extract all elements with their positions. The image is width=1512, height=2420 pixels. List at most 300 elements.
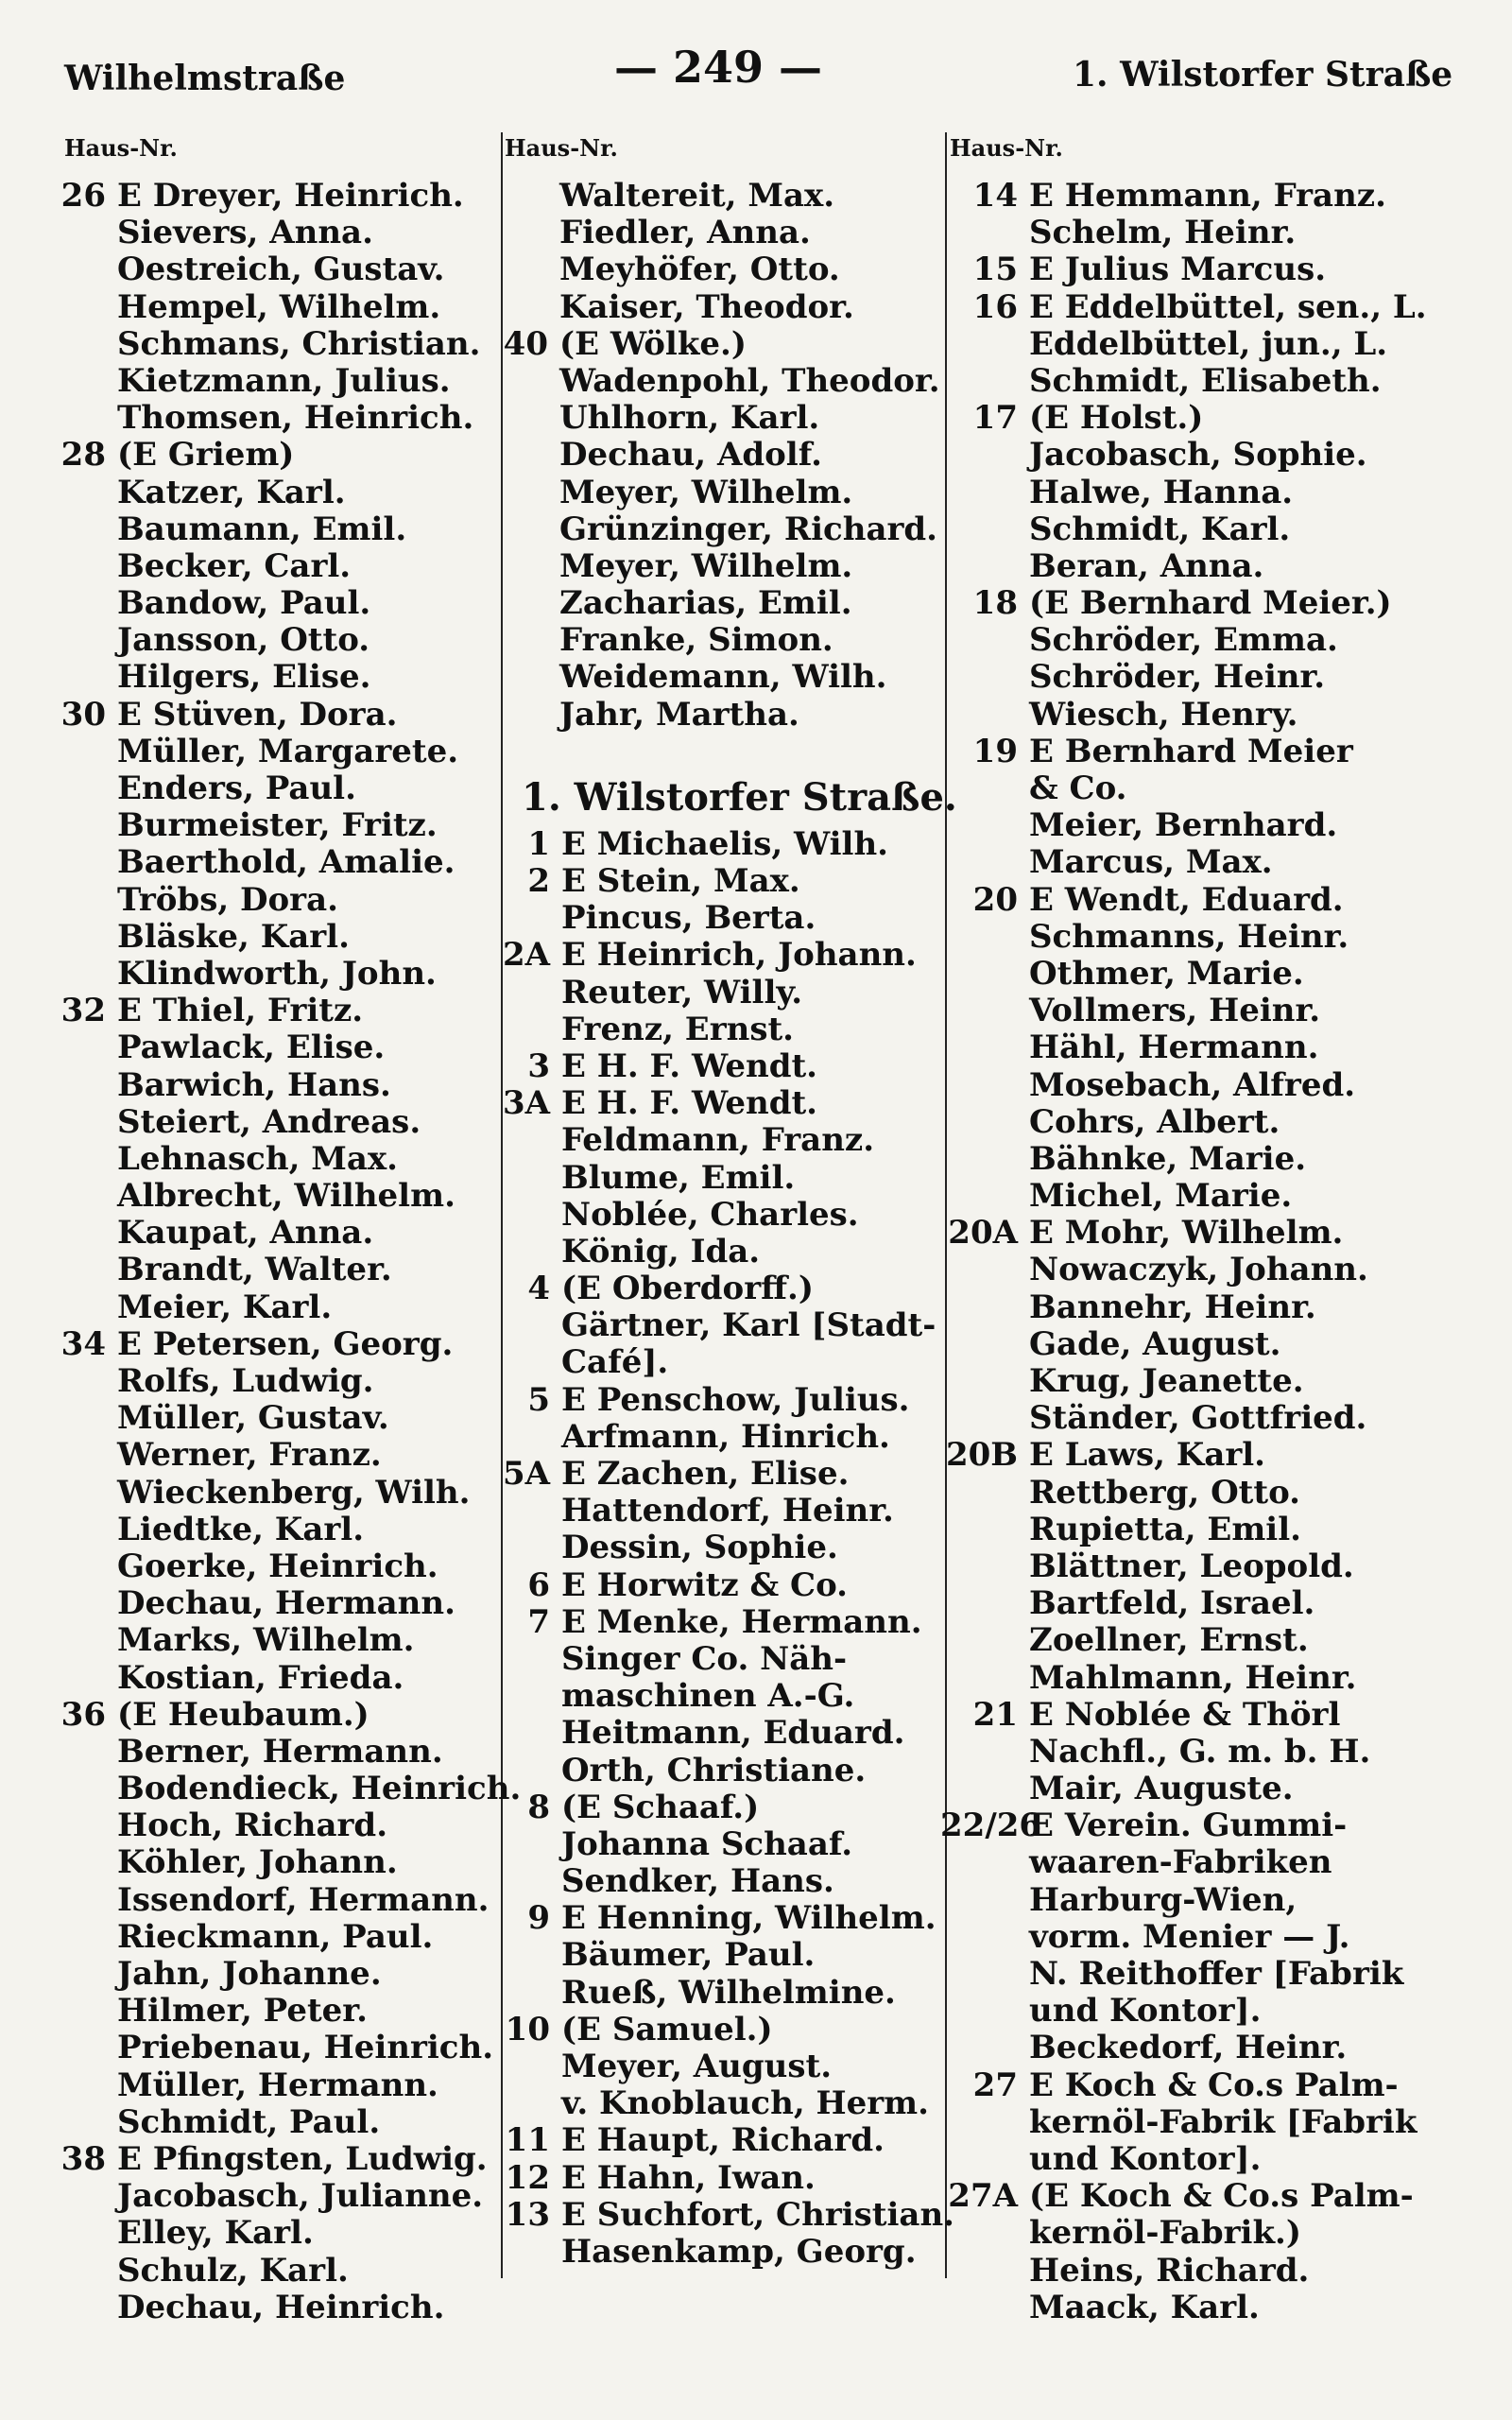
- house-number: 15: [972, 251, 1018, 289]
- entry-text: E Heinrich, Johann.: [561, 936, 917, 975]
- entry-text: Orth, Christiane.: [561, 1751, 867, 1789]
- entry-text: E Bernhard Meier: [1029, 732, 1353, 770]
- entry-text: und Kontor].: [1029, 2139, 1262, 2178]
- directory-entry: [491, 363, 940, 400]
- entry-text: E Stein, Max.: [561, 862, 800, 900]
- house-number: 10: [505, 2010, 550, 2048]
- directory-entry: [940, 2104, 1507, 2141]
- entry-text: Katzer, Karl.: [117, 473, 346, 511]
- entry-text: Bläske, Karl.: [117, 917, 350, 956]
- entry-text: E Julius Marcus.: [1029, 251, 1327, 289]
- directory-entry: [940, 1437, 1507, 1474]
- directory-entry: [940, 1252, 1507, 1288]
- directory-entry: [940, 400, 1507, 437]
- entry-text: Hasenkamp, Georg.: [561, 2232, 917, 2271]
- house-number: 12: [505, 2158, 550, 2197]
- directory-entry: [47, 585, 491, 622]
- directory-entry: [940, 511, 1507, 548]
- directory-entry: [47, 1289, 491, 1326]
- entry-text: Schulz, Karl.: [117, 2251, 349, 2290]
- entry-text: Dechau, Adolf.: [559, 436, 822, 475]
- directory-entry: [47, 1585, 491, 1622]
- directory-entry: [491, 1493, 940, 1530]
- entry-text: Schelm, Heinr.: [1029, 214, 1297, 252]
- house-number: 38: [60, 2139, 106, 2178]
- directory-entry: [940, 2290, 1507, 2326]
- entry-text: Feldmann, Franz.: [561, 1121, 875, 1160]
- entry-text: Albrecht, Wilhelm.: [117, 1177, 455, 1216]
- entry-text: Heitmann, Eduard.: [561, 1714, 905, 1753]
- house-number: 7: [527, 1602, 550, 1641]
- house-number: 32: [60, 992, 106, 1030]
- entry-text: Marks, Wilhelm.: [117, 1621, 415, 1660]
- directory-entry: [491, 900, 940, 937]
- directory-entry: [47, 1956, 491, 1993]
- house-number: 27: [972, 2066, 1018, 2104]
- entry-text: Hähl, Hermann.: [1029, 1028, 1319, 1067]
- entry-text: Kaupat, Anna.: [117, 1214, 374, 1253]
- house-number: 34: [60, 1324, 106, 1363]
- entry-text: Brandt, Walter.: [117, 1251, 392, 1289]
- directory-entry: [47, 993, 491, 1029]
- house-number: 20B: [945, 1436, 1018, 1475]
- entry-text: E Koch & Co.s Palm-: [1029, 2066, 1399, 2104]
- entry-text: Mosebach, Alfred.: [1029, 1065, 1356, 1104]
- entry-text: Hilgers, Elise.: [117, 658, 371, 697]
- directory-entry: [47, 1993, 491, 2030]
- directory-entry: [491, 178, 940, 215]
- house-number: 2: [527, 862, 550, 900]
- directory-entry: [940, 2215, 1507, 2252]
- directory-entry: [47, 1326, 491, 1363]
- entry-text: Heins, Richard.: [1029, 2251, 1310, 2290]
- directory-entry: [47, 2141, 491, 2178]
- entry-text: Halwe, Hanna.: [1029, 473, 1294, 511]
- directory-entry: [940, 1956, 1507, 1993]
- entry-text: Grünzinger, Richard.: [559, 510, 937, 548]
- entry-text: Becker, Carl.: [117, 546, 352, 585]
- column-label-2: Haus-Nr.: [505, 134, 618, 162]
- directory-entry: [47, 2178, 491, 2215]
- directory-entry: [491, 1863, 940, 1900]
- directory-entry: [491, 826, 940, 863]
- directory-entry: [47, 2215, 491, 2252]
- directory-entry: [491, 1789, 940, 1826]
- entry-text: Cohrs, Albert.: [1029, 1102, 1280, 1141]
- entry-text: Johanna Schaaf.: [561, 1824, 853, 1863]
- directory-entry: [47, 1919, 491, 1956]
- entry-text: Schmidt, Karl.: [1029, 510, 1291, 548]
- directory-entry: [940, 2178, 1507, 2215]
- entry-text: Beran, Anna.: [1029, 546, 1264, 585]
- house-number: 20A: [948, 1214, 1018, 1253]
- directory-entry: [940, 770, 1507, 807]
- directory-entry: [940, 993, 1507, 1029]
- house-number: 14: [972, 177, 1018, 215]
- entry-text: Reuter, Willy.: [561, 973, 803, 1011]
- directory-entry: [940, 1844, 1507, 1881]
- entry-text: Bandow, Paul.: [117, 584, 371, 623]
- entry-text: Enders, Paul.: [117, 769, 356, 807]
- house-number: 4: [527, 1270, 550, 1308]
- entry-text: (E Holst.): [1029, 399, 1204, 438]
- entry-text: Vollmers, Heinr.: [1029, 992, 1321, 1030]
- directory-entry: [491, 2234, 940, 2271]
- directory-entry: [491, 511, 940, 548]
- directory-entry: [491, 1937, 940, 1974]
- house-number: 6: [527, 1565, 550, 1604]
- entry-text: (E Griem): [117, 436, 295, 475]
- house-number: 27A: [948, 2177, 1018, 2216]
- house-number: 18: [972, 584, 1018, 623]
- entry-text: maschinen A.-G.: [561, 1677, 855, 1716]
- directory-entry: [940, 1548, 1507, 1585]
- directory-entry: [47, 1252, 491, 1288]
- directory-entry: [491, 697, 940, 734]
- directory-entry: [47, 622, 491, 659]
- directory-entry: [940, 363, 1507, 400]
- entry-text: (E Bernhard Meier.): [1029, 584, 1392, 623]
- directory-entry: [47, 548, 491, 585]
- entry-text: Café].: [561, 1343, 669, 1382]
- entry-text: Zacharias, Emil.: [559, 584, 852, 623]
- directory-entry: [491, 475, 940, 511]
- entry-text: Issendorf, Hermann.: [117, 1880, 490, 1919]
- directory-entry: [47, 1882, 491, 1919]
- entry-text: (E Wölke.): [559, 324, 747, 363]
- entry-text: Köhler, Johann.: [117, 1843, 398, 1882]
- column-1: [47, 177, 522, 2326]
- house-number: 26: [60, 177, 106, 215]
- directory-entry: [491, 1456, 940, 1493]
- entry-text: E Dreyer, Heinrich.: [117, 177, 464, 215]
- house-number: 3: [527, 1046, 550, 1085]
- directory-entry: [491, 1567, 940, 1604]
- directory-entry: [491, 1975, 940, 2012]
- directory-entry: [47, 437, 491, 474]
- directory-entry: [47, 2104, 491, 2141]
- entry-text: Goerke, Heinrich.: [117, 1547, 438, 1585]
- directory-entry: [47, 363, 491, 400]
- entry-text: Müller, Hermann.: [117, 2066, 438, 2104]
- directory-entry: [491, 2012, 940, 2048]
- directory-entry: [491, 1604, 940, 1641]
- entry-text: Frenz, Ernst.: [561, 1010, 795, 1048]
- entry-text: Othmer, Marie.: [1029, 954, 1304, 993]
- directory-entry: [940, 1029, 1507, 1066]
- house-number: 30: [60, 695, 106, 734]
- entry-text: N. Reithoffer [Fabrik: [1029, 1955, 1404, 1993]
- directory-entry: [47, 919, 491, 956]
- directory-entry: [47, 289, 491, 326]
- entry-text: Rueß, Wilhelmine.: [561, 1973, 896, 2012]
- directory-entry: [47, 1844, 491, 1881]
- entry-text: Müller, Gustav.: [117, 1399, 389, 1438]
- directory-entry: [47, 734, 491, 770]
- directory-entry: [491, 1344, 940, 1381]
- entry-text: Kaiser, Theodor.: [559, 287, 854, 326]
- entry-text: E Menke, Hermann.: [561, 1602, 922, 1641]
- entry-text: Meier, Karl.: [117, 1288, 333, 1326]
- directory-entry: [491, 548, 940, 585]
- directory-entry: [47, 1807, 491, 1844]
- directory-entry: [940, 1512, 1507, 1548]
- entry-text: Mahlmann, Heinr.: [1029, 1658, 1357, 1697]
- entry-text: und Kontor].: [1029, 1992, 1262, 2031]
- house-number: 13: [505, 2195, 550, 2234]
- entry-text: Wadenpohl, Theodor.: [559, 361, 940, 400]
- entry-text: Kietzmann, Julius.: [117, 361, 451, 400]
- entry-text: Priebenau, Heinrich.: [117, 2029, 494, 2067]
- directory-entry: [491, 585, 940, 622]
- directory-entry: [491, 1011, 940, 1048]
- entry-text: Müller, Margarete.: [117, 732, 459, 770]
- directory-entry: [491, 1085, 940, 1122]
- entry-text: E Horwitz & Co.: [561, 1565, 849, 1604]
- directory-entry: [940, 2067, 1507, 2104]
- entry-text: Jahr, Martha.: [559, 695, 799, 734]
- entry-text: Arfmann, Hinrich.: [561, 1417, 890, 1456]
- directory-entry: [940, 882, 1507, 919]
- entry-text: Blume, Emil.: [561, 1158, 796, 1197]
- entry-text: Jacobasch, Sophie.: [1029, 436, 1367, 475]
- directory-entry: [491, 1530, 940, 1566]
- entry-text: Michel, Marie.: [1029, 1177, 1293, 1216]
- directory-entry: [491, 1419, 940, 1456]
- house-number: 40: [503, 324, 548, 363]
- house-number: 36: [60, 1695, 106, 1734]
- entry-text: Bannehr, Heinr.: [1029, 1288, 1316, 1326]
- directory-entry: [47, 1029, 491, 1066]
- directory-entry: [491, 975, 940, 1011]
- directory-entry: [491, 400, 940, 437]
- directory-entry: [47, 1104, 491, 1141]
- directory-entry: [47, 697, 491, 734]
- directory-entry: [491, 1753, 940, 1789]
- house-number: 22/26: [940, 1806, 1042, 1845]
- directory-entry: [47, 956, 491, 993]
- directory-entry: [491, 1715, 940, 1752]
- entry-text: Bartfeld, Israel.: [1029, 1584, 1315, 1623]
- column-3: [940, 178, 1507, 2326]
- entry-text: E Hahn, Iwan.: [561, 2158, 816, 2197]
- directory-entry: [491, 1678, 940, 1715]
- directory-entry: [491, 2160, 940, 2197]
- directory-entry: [940, 251, 1507, 288]
- entry-text: Meier, Bernhard.: [1029, 806, 1338, 845]
- directory-entry: [940, 289, 1507, 326]
- directory-entry: [47, 511, 491, 548]
- house-number: 5: [527, 1380, 550, 1419]
- entry-text: Waltereit, Max.: [559, 177, 835, 215]
- directory-entry: [940, 2253, 1507, 2290]
- directory-entry: [47, 326, 491, 363]
- directory-entry: [47, 2253, 491, 2290]
- entry-text: E Laws, Karl.: [1029, 1436, 1266, 1475]
- directory-entry: [47, 1660, 491, 1697]
- directory-entry: [491, 326, 940, 363]
- directory-entry: [940, 659, 1507, 696]
- directory-entry: [940, 1807, 1507, 1844]
- directory-entry: [47, 1512, 491, 1548]
- entry-text: Hoch, Richard.: [117, 1806, 388, 1845]
- entry-text: Schmidt, Paul.: [117, 2102, 381, 2141]
- house-number: 21: [972, 1695, 1018, 1734]
- entry-text: E Eddelbüttel, sen., L.: [1029, 287, 1427, 326]
- house-number: 17: [972, 399, 1018, 438]
- directory-entry: [940, 1660, 1507, 1697]
- entry-text: Elley, Karl.: [117, 2214, 314, 2253]
- directory-entry: [491, 937, 940, 974]
- directory-entry: [47, 251, 491, 288]
- entry-text: Hattendorf, Heinr.: [561, 1492, 894, 1530]
- entry-text: Burmeister, Fritz.: [117, 806, 438, 845]
- entry-text: E H. F. Wendt.: [561, 1084, 818, 1123]
- directory-entry: [940, 1475, 1507, 1512]
- entry-text: waaren-Fabriken: [1029, 1843, 1332, 1882]
- entry-text: Schmanns, Heinr.: [1029, 917, 1349, 956]
- entry-text: Liedtke, Karl.: [117, 1510, 365, 1548]
- directory-entry: [940, 1697, 1507, 1734]
- entry-text: Dessin, Sophie.: [561, 1529, 838, 1567]
- directory-entry: [940, 697, 1507, 734]
- directory-entry: [47, 659, 491, 696]
- entry-text: Uhlhorn, Karl.: [559, 399, 820, 438]
- directory-entry: [940, 1141, 1507, 1178]
- entry-text: E Stüven, Dora.: [117, 695, 398, 734]
- entry-text: Baerthold, Amalie.: [117, 843, 455, 882]
- page-number: — 249 —: [614, 42, 823, 93]
- directory-entry: [47, 1363, 491, 1400]
- directory-entry: [491, 289, 940, 326]
- directory-entry: [940, 1215, 1507, 1252]
- directory-entry: [940, 2030, 1507, 2066]
- entry-text: Harburg-Wien,: [1029, 1880, 1297, 1919]
- entry-text: Schröder, Heinr.: [1029, 658, 1326, 697]
- directory-entry: [491, 2195, 955, 2234]
- entry-text: kernöl-Fabrik.): [1029, 2214, 1301, 2253]
- directory-entry: [491, 1307, 940, 1344]
- directory-entry: [940, 919, 1507, 956]
- directory-entry: [47, 1215, 491, 1252]
- directory-entry: [47, 2067, 491, 2104]
- entry-text: Eddelbüttel, jun., L.: [1029, 324, 1388, 363]
- entry-text: Thomsen, Heinrich.: [117, 399, 474, 438]
- directory-entry: [491, 1048, 940, 1085]
- house-number: 28: [60, 436, 106, 475]
- directory-entry: [491, 1122, 940, 1159]
- entry-text: König, Ida.: [561, 1232, 761, 1270]
- entry-text: Mair, Auguste.: [1029, 1770, 1294, 1808]
- entry-text: Klindworth, John.: [117, 954, 437, 993]
- directory-entry: [940, 1622, 1507, 1659]
- entry-text: Bäumer, Paul.: [561, 1936, 816, 1975]
- directory-entry: [491, 1270, 940, 1307]
- entry-text: E Hemmann, Franz.: [1029, 177, 1386, 215]
- directory-entry: [47, 770, 491, 807]
- directory-entry: [47, 1141, 491, 1178]
- directory-entry: [47, 844, 491, 881]
- directory-entry: [47, 1548, 491, 1585]
- directory-entry: [47, 1437, 491, 1474]
- directory-entry: [47, 1770, 522, 1808]
- directory-entry: [940, 1363, 1507, 1400]
- directory-entry: [940, 1178, 1507, 1215]
- directory-entry: [491, 1900, 940, 1937]
- section-title: 1. Wilstorfer Straße.: [522, 774, 957, 820]
- directory-entry: [940, 215, 1507, 251]
- entry-text: Berner, Hermann.: [117, 1732, 443, 1771]
- house-number: 16: [972, 287, 1018, 326]
- entry-text: Rieckmann, Paul.: [117, 1917, 434, 1956]
- column-label-1: Haus-Nr.: [64, 134, 178, 162]
- directory-entry: [491, 437, 940, 474]
- entry-text: Schmidt, Elisabeth.: [1029, 361, 1382, 400]
- directory-entry: [940, 437, 1507, 474]
- entry-text: Weidemann, Wilh.: [559, 658, 887, 697]
- entry-text: Jacobasch, Julianne.: [117, 2177, 484, 2216]
- entry-text: E Mohr, Wilhelm.: [1029, 1214, 1344, 1253]
- directory-entry: [491, 659, 940, 696]
- house-number: 9: [527, 1899, 550, 1938]
- entry-text: Beckedorf, Heinr.: [1029, 2029, 1348, 2067]
- directory-entry: [491, 1234, 940, 1270]
- entry-text: Hilmer, Peter.: [117, 1992, 368, 2031]
- directory-entry: [940, 1771, 1507, 1807]
- running-head: [0, 42, 1512, 98]
- entry-text: Marcus, Max.: [1029, 843, 1273, 882]
- house-number: 2A: [502, 936, 550, 975]
- entry-text: E Penschow, Julius.: [561, 1380, 910, 1419]
- entry-text: Pincus, Berta.: [561, 899, 816, 938]
- running-head-left: Wilhelmstraße: [64, 59, 346, 98]
- directory-entry: [47, 215, 491, 251]
- directory-entry: [491, 215, 940, 251]
- entry-text: E Michaelis, Wilh.: [561, 824, 889, 863]
- entry-text: Krug, Jeanette.: [1029, 1362, 1304, 1400]
- entry-text: (E Koch & Co.s Palm-: [1029, 2177, 1414, 2216]
- directory-entry: [940, 734, 1507, 770]
- entry-text: Meyhöfer, Otto.: [559, 251, 840, 289]
- entry-text: Rettberg, Otto.: [1029, 1473, 1301, 1512]
- directory-entry: [940, 2141, 1507, 2178]
- entry-text: Nachfl., G. m. b. H.: [1029, 1732, 1371, 1771]
- entry-text: Pawlack, Elise.: [117, 1028, 386, 1067]
- entry-text: Franke, Simon.: [559, 621, 833, 660]
- directory-entry: [491, 2085, 940, 2122]
- directory-entry: [47, 882, 491, 919]
- entry-text: Dechau, Hermann.: [117, 1584, 455, 1623]
- entry-text: E Wendt, Eduard.: [1029, 880, 1344, 919]
- entry-text: Sendker, Hans.: [561, 1862, 834, 1901]
- directory-entry: [940, 1067, 1507, 1104]
- house-number: 11: [505, 2121, 550, 2160]
- column-label-3: Haus-Nr.: [950, 134, 1063, 162]
- entry-text: (E Oberdorff.): [561, 1270, 814, 1308]
- directory-entry: [491, 863, 940, 900]
- directory-entry: [940, 1289, 1507, 1326]
- directory-entry: [940, 1993, 1507, 2030]
- entry-text: Werner, Franz.: [117, 1436, 382, 1475]
- entry-text: Maack, Karl.: [1029, 2288, 1260, 2326]
- entry-text: Fiedler, Anna.: [559, 214, 811, 252]
- entry-text: Noblée, Charles.: [561, 1195, 859, 1234]
- entry-text: v. Knoblauch, Herm.: [561, 2084, 929, 2123]
- directory-entry: [940, 326, 1507, 363]
- entry-text: Wieckenberg, Wilh.: [117, 1473, 471, 1512]
- entry-text: (E Schaaf.): [561, 1788, 760, 1826]
- directory-entry: [47, 1622, 491, 1659]
